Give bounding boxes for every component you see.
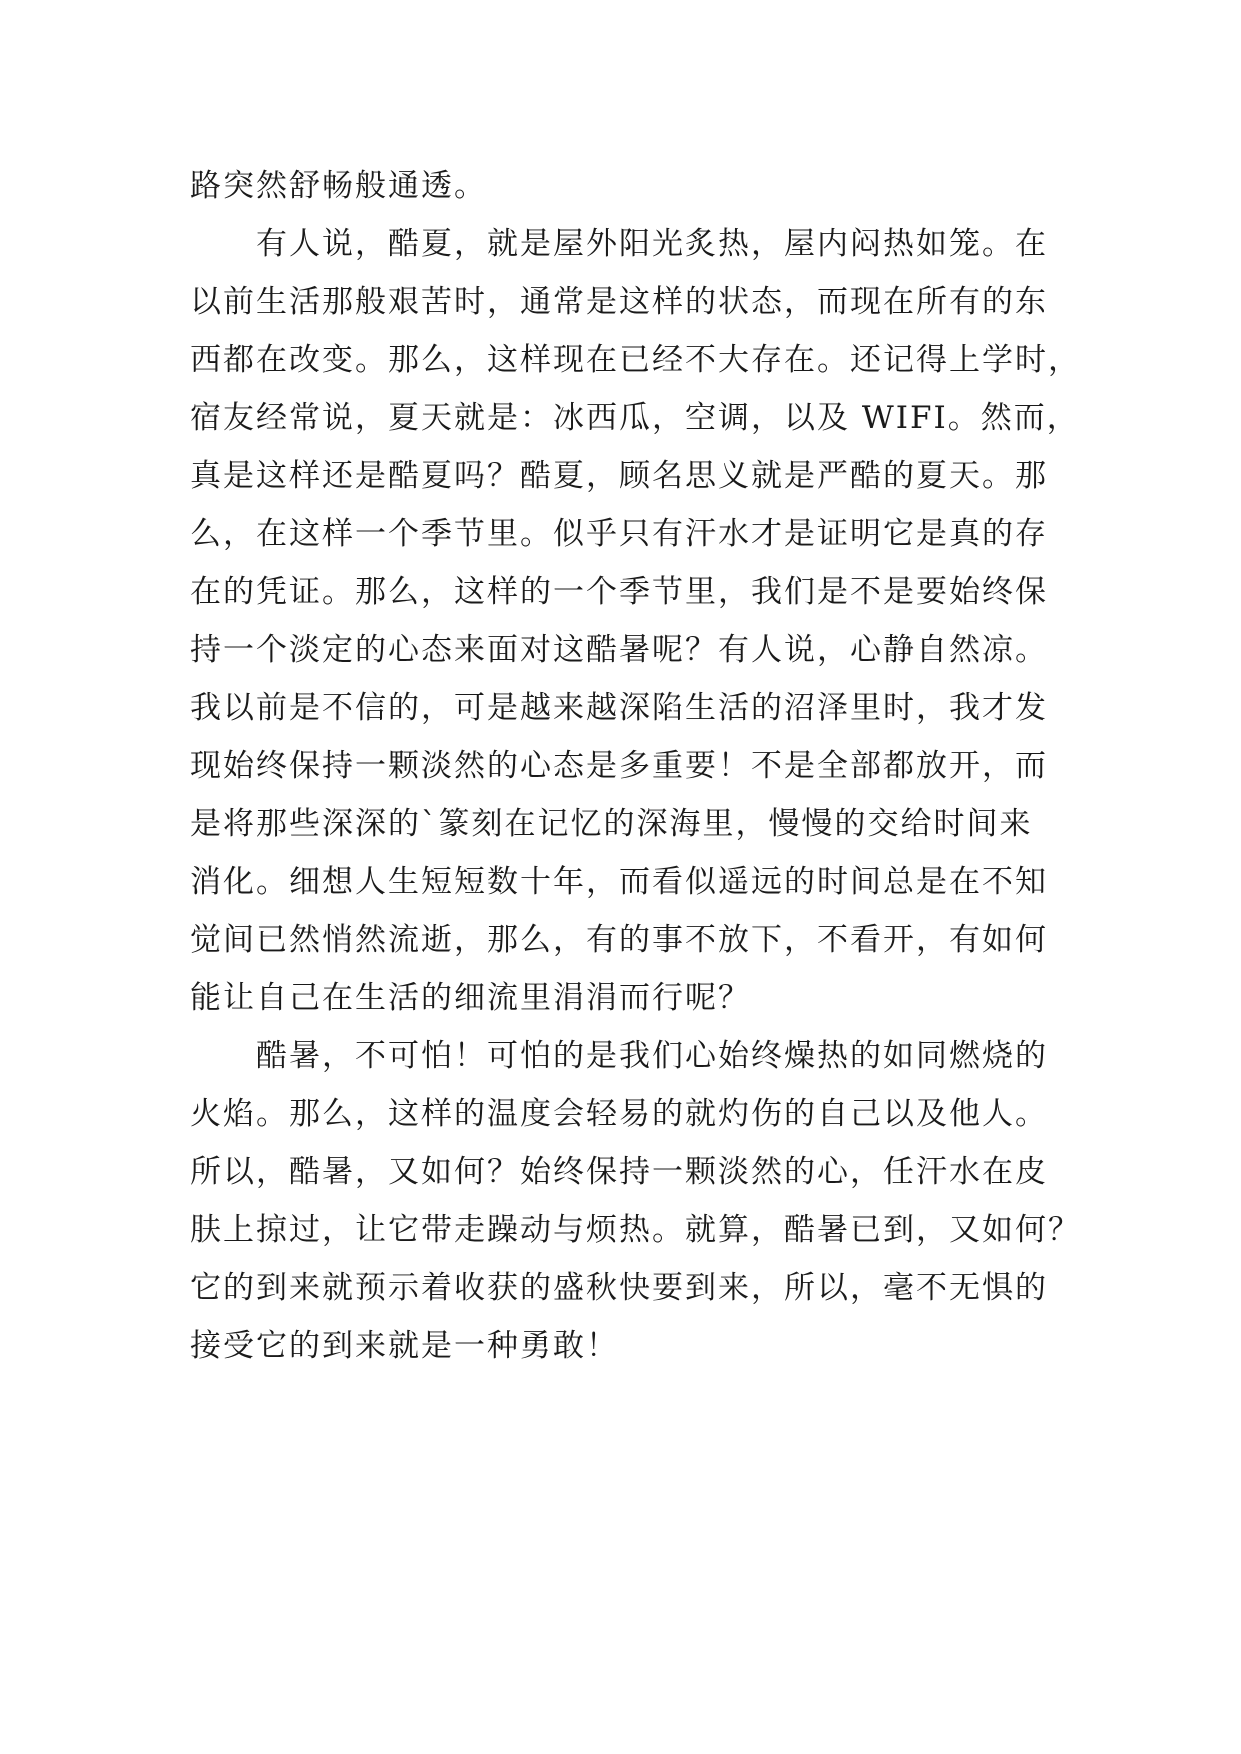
text-line: 是将那些深深的`篆刻在记忆的深海里，慢慢的交给时间来 — [190, 806, 1033, 842]
text-line: 真是这样还是酷夏吗？酷夏，顾名思义就是严酷的夏天。那 — [190, 458, 1048, 494]
text-line: 宿友经常说，夏天就是：冰西瓜，空调，以及 WIFI。然而， — [190, 400, 1080, 436]
text-line: 酷暑，不可怕！可怕的是我们心始终燥热的如同燃烧的 — [256, 1038, 1048, 1074]
text-line: 我以前是不信的，可是越来越深陷生活的沼泽里时，我才发 — [190, 690, 1048, 726]
text-line: 以前生活那般艰苦时，通常是这样的状态，而现在所有的东 — [190, 284, 1048, 320]
text-line: 现始终保持一颗淡然的心态是多重要！不是全部都放开，而 — [190, 748, 1048, 784]
text-line: 西都在改变。那么，这样现在已经不大存在。还记得上学时， — [190, 342, 1081, 378]
paragraph-1 — [190, 157, 1070, 215]
text-line: 有人说，酷夏，就是屋外阳光炙热，屋内闷热如笼。在 — [256, 226, 1048, 262]
text-line: 能让自己在生活的细流里涓涓而行呢？ — [190, 980, 751, 1016]
text-line: 肤上掠过，让它带走躁动与烦热。就算，酷暑已到，又如何？ — [190, 1212, 1081, 1248]
text-line: 么，在这样一个季节里。似乎只有汗水才是证明它是真的存 — [190, 516, 1048, 552]
text-line: 所以，酷暑，又如何？始终保持一颗淡然的心，任汗水在皮 — [190, 1154, 1048, 1190]
paragraph-2 — [190, 215, 1081, 1027]
text-line: 持一个淡定的心态来面对这酷暑呢？有人说，心静自然凉。 — [190, 632, 1048, 668]
text-line: 觉间已然悄然流逝，那么，有的事不放下，不看开，有如何 — [190, 922, 1048, 958]
document-body — [190, 157, 1081, 1375]
text-line: 消化。细想人生短短数十年，而看似遥远的时间总是在不知 — [190, 864, 1048, 900]
text-line: 它的到来就预示着收获的盛秋快要到来，所以，毫不无惧的 — [190, 1270, 1048, 1306]
text-line: 在的凭证。那么，这样的一个季节里，我们是不是要始终保 — [190, 574, 1048, 610]
text-line: 路突然舒畅般通透。 — [190, 168, 487, 204]
paragraph-3 — [190, 1027, 1081, 1375]
text-line: 接受它的到来就是一种勇敢！ — [190, 1328, 619, 1364]
text-line: 火焰。那么，这样的温度会轻易的就灼伤的自己以及他人。 — [190, 1096, 1048, 1132]
